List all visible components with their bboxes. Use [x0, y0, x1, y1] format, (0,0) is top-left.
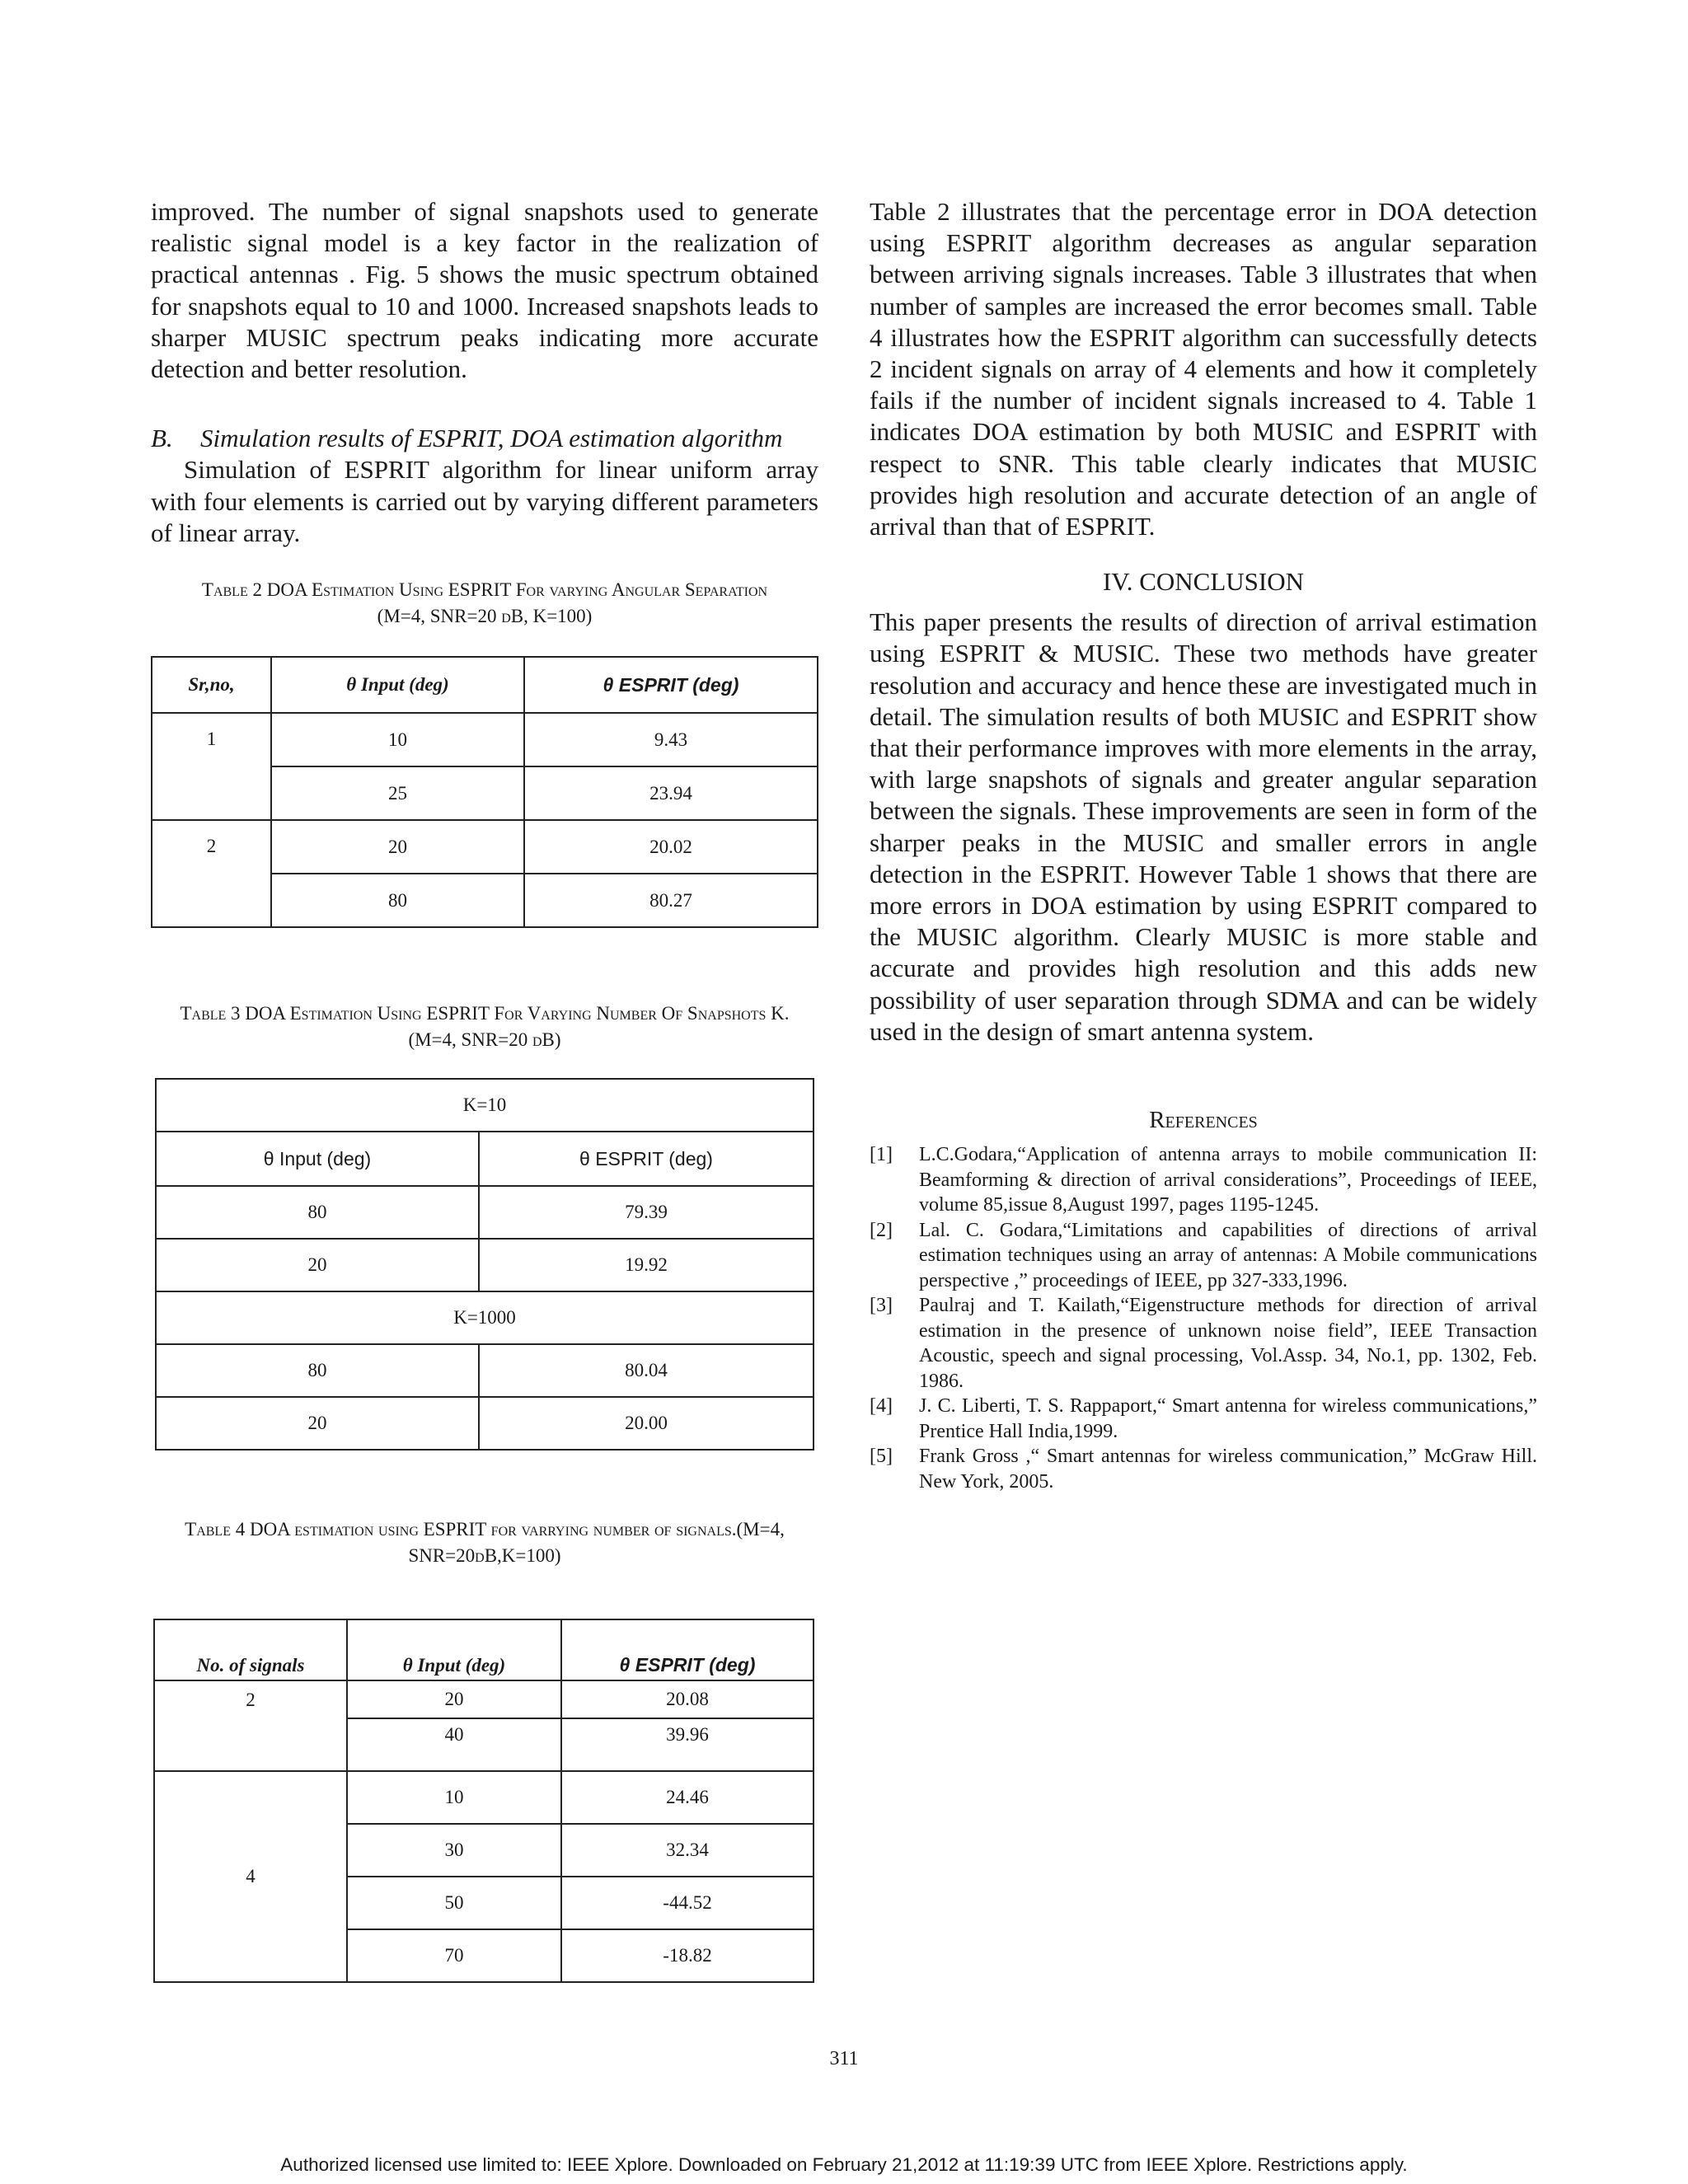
table3: [155, 1078, 814, 1451]
left-column: [151, 196, 818, 1983]
table-cell: 24.46: [561, 1771, 814, 1824]
subsection-heading: [151, 423, 818, 454]
table-cell: 19.92: [479, 1239, 814, 1291]
table-cell: 23.94: [524, 766, 818, 820]
table-cell: -44.52: [561, 1877, 814, 1929]
table3-block-label: K=1000: [156, 1291, 814, 1344]
table-row: [154, 1771, 814, 1824]
reference-list: [870, 1142, 1537, 1494]
table3-caption: Table 3 DOA Estimation Using ESPRIT For Varying Number Of Snapshots K. (M=4, SNR=20 dB): [180, 1003, 790, 1051]
table3-header-row: [156, 1132, 814, 1186]
table-cell: 40: [347, 1718, 561, 1771]
page-number: 311: [829, 2048, 859, 2069]
table2-sr-cell: 1: [152, 713, 271, 820]
table-cell: 20.02: [524, 820, 818, 874]
reference-number: [4]: [870, 1395, 893, 1418]
reference-item: [870, 1394, 1537, 1444]
subsection-label: B.: [151, 424, 173, 453]
right-paragraph-1: Table 2 illustrates that the percentage error in DOA detection using ESPRIT algorithm decreases as angular separation between arriving signals increases. Table 3 illustrates that when number of samples are increased the error becomes small. Table 4 illustrates how the ESPRIT algorithm can successfully detects 2 incident signals on array of 4 elements and how it completely fails if the number of incident signals increased to 4. Table 1 indicates DOA estimation by both MUSIC and ESPRIT with respect to SNR. This table clearly indicates that MUSIC provides high resolution and accurate detection of an angle of arrival than that of ESPRIT.: [870, 197, 1537, 541]
table4-header-cell: θ ESPRIT (deg): [561, 1619, 814, 1680]
table-cell: 20: [271, 820, 524, 874]
table2-header-cell: Sr,no,: [152, 657, 271, 713]
table2-header-cell: θ Input (deg): [271, 657, 524, 713]
reference-item: [870, 1142, 1537, 1218]
reference-number: [3]: [870, 1295, 893, 1317]
table-row: [156, 1397, 814, 1450]
reference-number: [2]: [870, 1219, 893, 1241]
table-cell: 20: [156, 1239, 479, 1291]
table-row: [152, 713, 818, 766]
reference-item: [870, 1293, 1537, 1394]
table-cell: 80.27: [524, 874, 818, 927]
left-paragraph-2: Simulation of ESPRIT algorithm for linear uniform array with four elements is carried out by varying different parameters of linear array.: [151, 455, 818, 547]
table-cell: 39.96: [561, 1718, 814, 1771]
table2: [151, 656, 818, 928]
table-cell: 20.08: [561, 1680, 814, 1718]
table3-block-row: [156, 1079, 814, 1132]
table-row: [156, 1344, 814, 1397]
table-cell: 50: [347, 1877, 561, 1929]
reference-number: [1]: [870, 1144, 893, 1166]
left-paragraph-1: improved. The number of signal snapshots used to generate realistic signal model is a key factor in the realization of practical antennas . Fig. 5 shows the music spectrum obtained for snapshots equal to 10 and 1000. Increased snapshots leads to sharper MUSIC spectrum peaks indicating more accurate detection and better resolution.: [151, 197, 818, 384]
table4-count-cell: 4: [154, 1771, 347, 1982]
reference-text: L.C.Godara,“Application of antenna arrays to mobile communication II: Beamforming & direction of arrival considerations”, Proceedings of IEEE, volume 85,issue 8,August 1997, pages 1195-1245.: [919, 1144, 1537, 1216]
right-column: [870, 196, 1537, 1494]
table-row: [152, 820, 818, 874]
table-cell: 30: [347, 1824, 561, 1877]
table-cell: 9.43: [524, 713, 818, 766]
table4-header-row: [154, 1619, 814, 1680]
reference-item: [870, 1218, 1537, 1294]
table2-header-row: [152, 657, 818, 713]
table2-sr-cell: 2: [152, 820, 271, 927]
table3-header-cell: θ ESPRIT (deg): [479, 1132, 814, 1186]
table4-caption: Table 4 DOA estimation using ESPRIT for varrying number of signals.(M=4, SNR=20dB,K=100): [185, 1519, 785, 1567]
reference-number: [5]: [870, 1446, 893, 1468]
reference-text: Frank Gross ,“ Smart antennas for wireless communication,” McGraw Hill. New York, 2005.: [919, 1446, 1537, 1493]
table-row: [154, 1680, 814, 1718]
table-cell: 80.04: [479, 1344, 814, 1397]
table3-block-label: K=10: [156, 1079, 814, 1132]
table2-caption: Table 2 DOA Estimation Using ESPRIT For varying Angular Separation (M=4, SNR=20 dB, K=100): [201, 579, 768, 627]
table4-header-cell: No. of signals: [154, 1619, 347, 1680]
reference-item: [870, 1444, 1537, 1494]
table4-header-cell: θ Input (deg): [347, 1619, 561, 1680]
reference-text: J. C. Liberti, T. S. Rappaport,“ Smart antenna for wireless communications,” Prentice Hall India,1999.: [919, 1395, 1537, 1442]
table-cell: 10: [271, 713, 524, 766]
table-row: [156, 1239, 814, 1291]
table-cell: 10: [347, 1771, 561, 1824]
table4: [153, 1619, 814, 1983]
table-cell: 70: [347, 1929, 561, 1982]
table-cell: 80: [156, 1186, 479, 1239]
conclusion-paragraph: This paper presents the results of direction of arrival estimation using ESPRIT & MUSIC. These two methods have greater resolution and accuracy and hence these are investigated much in detail. The simulation results of both MUSIC and ESPRIT show that their performance improves with more elements in the array, with large snapshots of signals and greater angular separation between the signals. These improvements are seen in form of the sharper peaks in the MUSIC and smaller errors in angle detection in the ESPRIT. However Table 1 shows that there are more errors in DOA estimation by using ESPRIT compared to the MUSIC algorithm. Clearly MUSIC is more stable and accurate and provides high resolution and this adds new possibility of user separation through SDMA and can be widely used in the design of smart antenna system.: [870, 607, 1537, 1046]
table-cell: 25: [271, 766, 524, 820]
table-cell: 79.39: [479, 1186, 814, 1239]
table-cell: 80: [156, 1344, 479, 1397]
subsection-title: Simulation results of ESPRIT, DOA estimation algorithm: [200, 424, 783, 453]
table-cell: 32.34: [561, 1824, 814, 1877]
table4-count-cell: 2: [154, 1680, 347, 1771]
table-row: [156, 1186, 814, 1239]
section-heading-conclusion: IV. CONCLUSION: [1102, 567, 1304, 597]
reference-text: Lal. C. Godara,“Limitations and capabilities of directions of arrival estimation techniques using an array of antennas: A Mobile communications perspective ,” proceedings of IEEE, pp 327-333,1996.: [919, 1219, 1537, 1291]
table-cell: 20: [347, 1680, 561, 1718]
table-cell: -18.82: [561, 1929, 814, 1982]
table-cell: 80: [271, 874, 524, 927]
footer-license-notice: Authorized licensed use limited to: IEEE Xplore. Downloaded on February 21,2012 at 11:19:39 UTC from IEEE Xplore. Restrictions apply.: [280, 2154, 1408, 2175]
references-heading: References: [1149, 1107, 1258, 1134]
table-cell: 20.00: [479, 1397, 814, 1450]
table2-header-cell: θ ESPRIT (deg): [524, 657, 818, 713]
table-cell: 20: [156, 1397, 479, 1450]
table3-header-cell: θ Input (deg): [156, 1132, 479, 1186]
table3-block-row: [156, 1291, 814, 1344]
reference-text: Paulraj and T. Kailath,“Eigenstructure methods for direction of arrival estimation in the presence of unknown noise field”, IEEE Transaction Acoustic, speech and signal processing, Vol.Assp. 34, No.1, pp. 1302, Feb. 1986.: [919, 1295, 1537, 1392]
